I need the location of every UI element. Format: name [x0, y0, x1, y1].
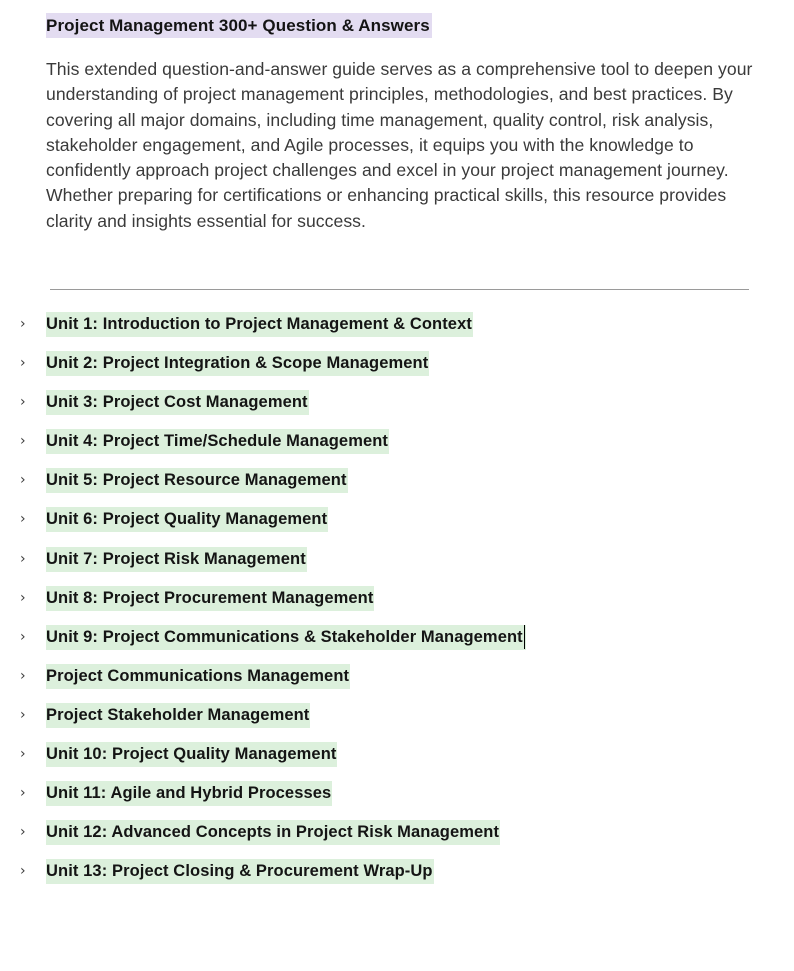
- outline-item-communications: [0, 664, 794, 703]
- outline-item-stakeholder: [0, 703, 794, 742]
- outline-item-unit-3: [0, 390, 794, 429]
- chevron-right-icon[interactable]: ›: [20, 824, 26, 841]
- chevron-right-icon[interactable]: ›: [20, 550, 26, 567]
- chevron-right-icon[interactable]: ›: [20, 472, 26, 489]
- outline-item-unit-4: [0, 429, 794, 468]
- heading-unit-7[interactable]: Unit 7: Project Risk Management: [46, 547, 307, 572]
- outline-item-unit-9: [0, 625, 794, 664]
- chevron-right-icon[interactable]: ›: [20, 316, 26, 332]
- outline-item-unit-2: [0, 351, 794, 390]
- heading-unit-5[interactable]: Unit 5: Project Resource Management: [46, 468, 348, 493]
- chevron-right-icon[interactable]: ›: [20, 511, 26, 528]
- heading-unit-10[interactable]: Unit 10: Project Quality Management: [46, 742, 337, 767]
- chevron-right-icon[interactable]: ›: [20, 589, 26, 606]
- chevron-right-icon[interactable]: ›: [20, 785, 26, 802]
- outline-item-unit-13: [0, 859, 794, 898]
- heading-unit-4[interactable]: Unit 4: Project Time/Schedule Management: [46, 429, 389, 454]
- chevron-right-icon[interactable]: ›: [20, 355, 26, 372]
- chevron-right-icon[interactable]: ›: [20, 667, 26, 684]
- intro-paragraph[interactable]: This extended question-and-answer guide serves as a comprehensive tool to deepen your understanding of project management principles, methodologies, and best practices. By covering all major domains, including time management, quality control, risk analysis, stakeholder engagement, and Agile processes, it equips you with the knowledge to confidently approach project challenges and excel in your project management journey. Whether preparing for certifications or enhancing practical skills, this resource provides clarity and insights essential for success.: [46, 59, 753, 231]
- title-row: [46, 13, 432, 38]
- heading-unit-12[interactable]: Unit 12: Advanced Concepts in Project Risk Management: [46, 820, 500, 845]
- heading-stakeholder-management[interactable]: Project Stakeholder Management: [46, 703, 310, 728]
- outline-item-unit-1: [0, 312, 794, 351]
- document-title[interactable]: Project Management 300+ Question & Answers: [46, 13, 432, 38]
- text-cursor: [524, 625, 526, 649]
- heading-unit-9[interactable]: [46, 625, 526, 650]
- outline-item-unit-8: [0, 586, 794, 625]
- outline-item-unit-6: [0, 507, 794, 546]
- heading-unit-8[interactable]: Unit 8: Project Procurement Management: [46, 586, 374, 611]
- outline-item-unit-11: [0, 781, 794, 820]
- heading-communications-management[interactable]: Project Communications Management: [46, 664, 350, 689]
- chevron-right-icon[interactable]: ›: [20, 628, 26, 645]
- heading-unit-3[interactable]: Unit 3: Project Cost Management: [46, 390, 309, 415]
- horizontal-divider: [50, 289, 749, 290]
- heading-unit-1[interactable]: Unit 1: Introduction to Project Management & Context: [46, 312, 473, 337]
- chevron-right-icon[interactable]: ›: [20, 433, 26, 450]
- chevron-right-icon[interactable]: ›: [20, 394, 26, 411]
- outline-item-unit-7: [0, 547, 794, 586]
- outline-item-unit-5: [0, 468, 794, 507]
- heading-unit-2[interactable]: Unit 2: Project Integration & Scope Management: [46, 351, 429, 376]
- chevron-right-icon[interactable]: ›: [20, 863, 26, 880]
- outline-item-unit-10: [0, 742, 794, 781]
- heading-unit-9-text: Unit 9: Project Communications & Stakeholder Management: [46, 627, 523, 646]
- heading-unit-11[interactable]: Unit 11: Agile and Hybrid Processes: [46, 781, 332, 806]
- outline-item-unit-12: [0, 820, 794, 859]
- chevron-right-icon[interactable]: ›: [20, 746, 26, 763]
- unit-outline: [0, 312, 794, 898]
- heading-unit-6[interactable]: Unit 6: Project Quality Management: [46, 507, 328, 532]
- heading-unit-13[interactable]: Unit 13: Project Closing & Procurement Wrap-Up: [46, 859, 434, 884]
- chevron-right-icon[interactable]: ›: [20, 706, 26, 723]
